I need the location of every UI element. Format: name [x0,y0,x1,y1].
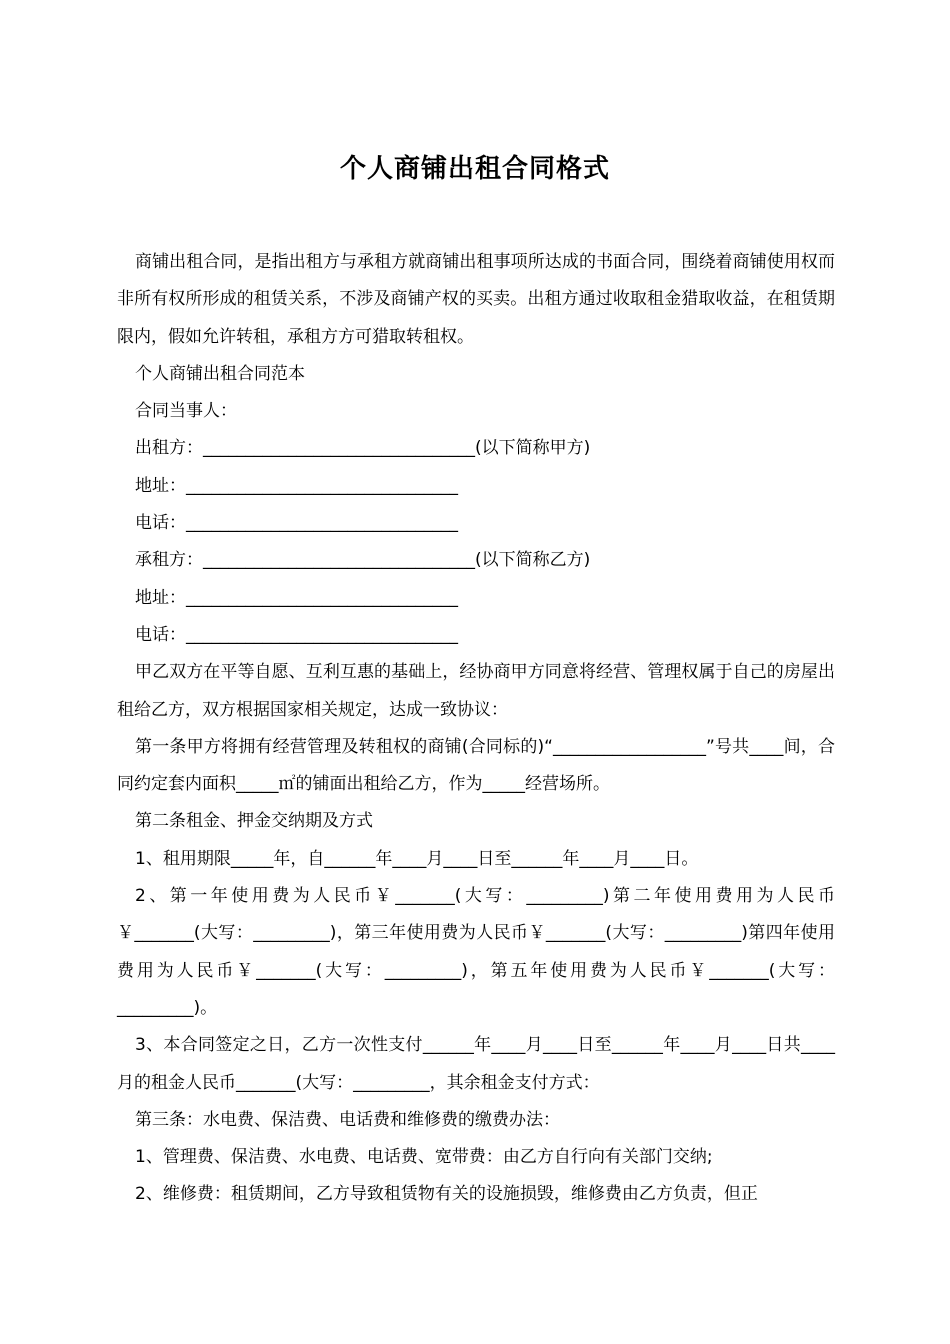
clause-3-2: 2、维修费：租赁期间，乙方导致租赁物有关的设施损毁，维修费由乙方负责，但正 [135,1184,758,1205]
clause-3-1: 1、管理费、保洁费、水电费、电话费、宽带费：由乙方自行向有关部门交纳; [135,1147,713,1168]
lessee-address-line: 地址：________________________________ [135,587,458,608]
article-1: 第一条甲方将拥有经营管理及转租权的商铺(合同标的)“__________________”号共____间，合同约定套内面积_____㎡的铺面出租给乙方，作为_____经营场所。 [117,736,835,795]
parties-heading: 合同当事人： [135,401,237,422]
sample-heading: 个人商铺出租合同范本 [135,363,305,384]
clause-2-1: 1、租用期限_____年，自______年____月____日至______年____月____日。 [135,848,699,869]
lessor-phone-line: 电话：________________________________ [135,513,458,534]
lessor-address-line: 地址：________________________________ [135,475,458,496]
document-body [117,244,835,1214]
clause-2-2: 2、第一年使用费为人民币￥_______(大写：_________)第二年使用费用为人民币￥_______(大写：_________)，第三年使用费为人民币￥_______(大写：_________)第四年使用费用为人民币￥_______(大写：_________)，第五年使用费为人民币￥_______(大写：_________)。 [117,886,835,1018]
lessor-line: 出租方：________________________________(以下简称甲方) [135,438,591,459]
article-2-heading: 第二条租金、押金交纳期及方式 [135,811,373,832]
clause-2-3: 3、本合同签定之日，乙方一次性支付______年____月____日至______年____月____日共____月的租金人民币_______(大写：_________，其余租金支付方式： [117,1035,835,1093]
document-title: 个人商铺出租合同格式 [339,154,610,185]
intro-paragraph: 商铺出租合同，是指出租方与承租方就商铺出租事项所达成的书面合同，围绕着商铺使用权而非所有权所形成的租赁关系，不涉及商铺产权的买卖。出租方通过收取租金猎取收益，在租赁期限内，假如允许转租，承租方方可猎取转租权。 [117,252,835,347]
agreement-paragraph: 甲乙双方在平等自愿、互利互惠的基础上，经协商甲方同意将经营、管理权属于自己的房屋出租给乙方，双方根据国家相关规定，达成一致协议： [117,662,835,720]
article-3-heading: 第三条：水电费、保洁费、电话费和维修费的缴费办法： [135,1109,560,1130]
lessee-line: 承租方：________________________________(以下简称乙方) [135,550,591,571]
lessee-phone-line: 电话：________________________________ [135,624,458,645]
